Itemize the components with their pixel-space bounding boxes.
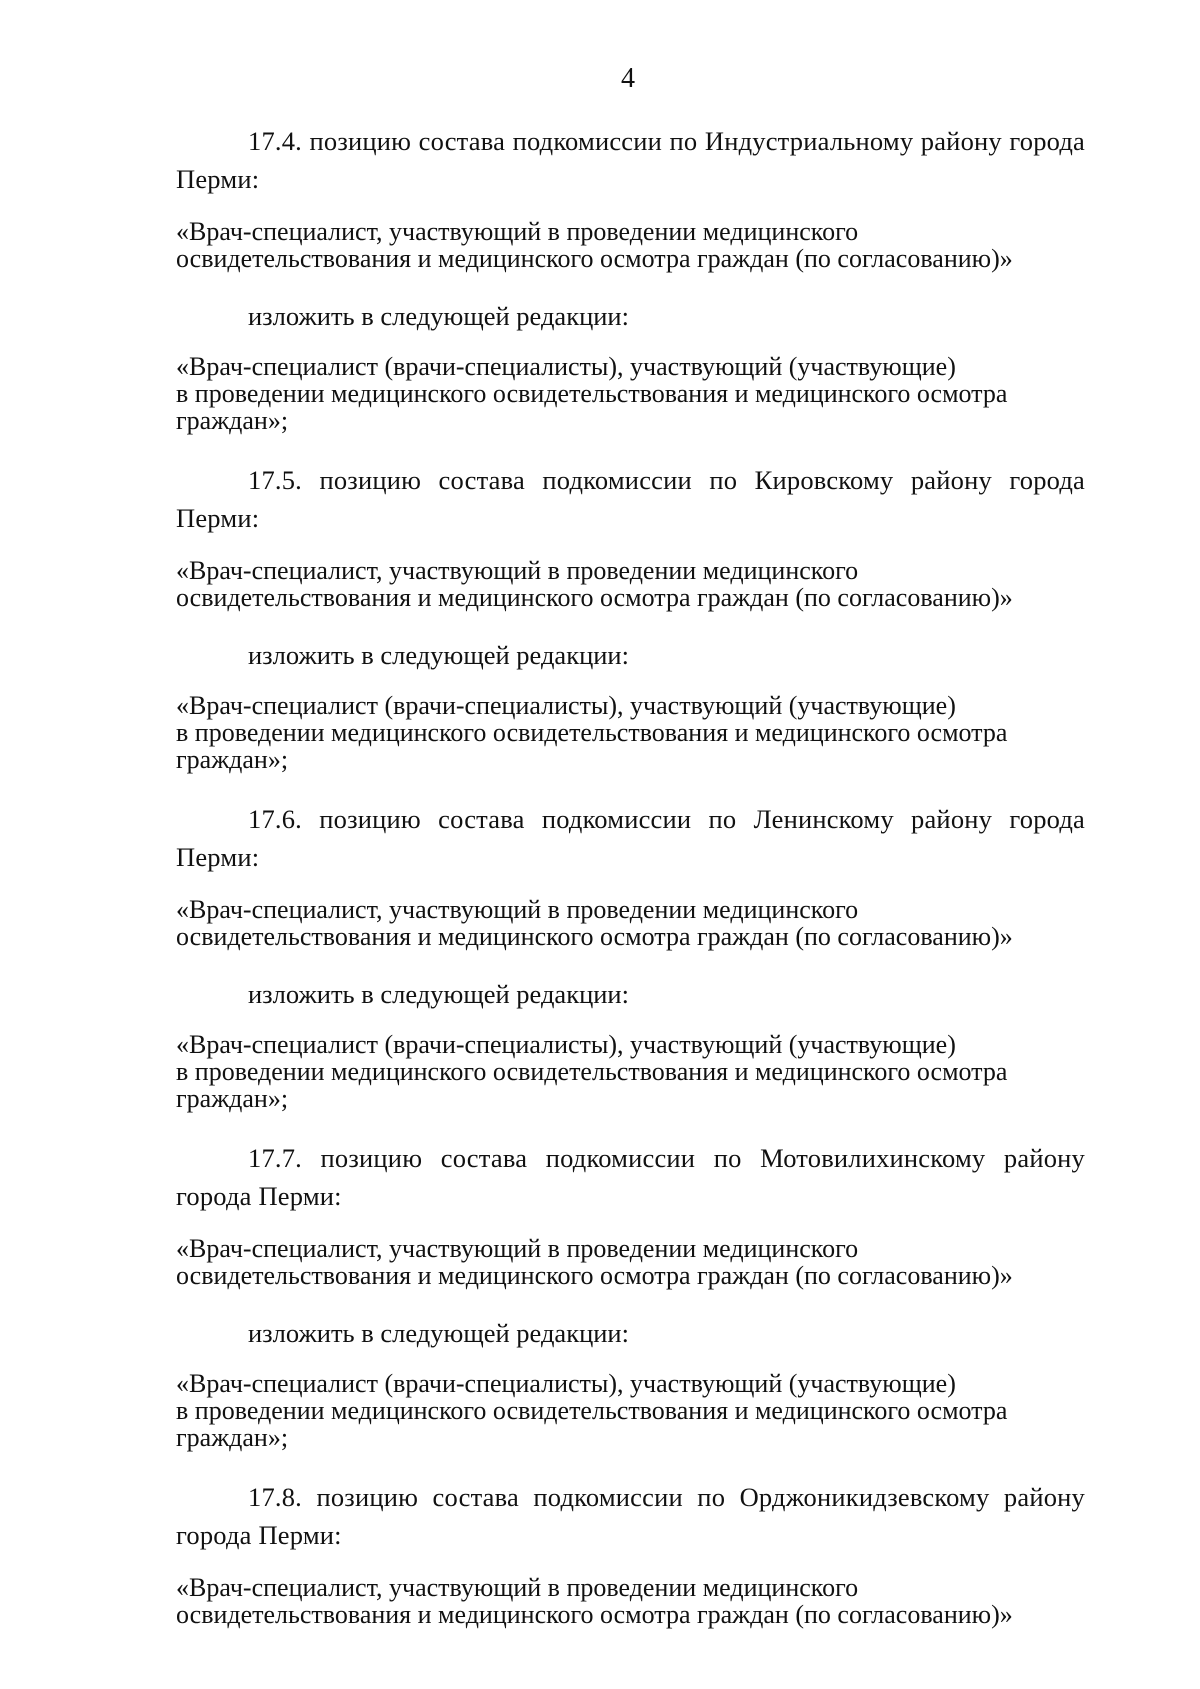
old-wording-line: освидетельствования и медицинского осмотра граждан (по согласованию)» (176, 583, 1013, 612)
new-wording-line: «Врач-специалист (врачи-специалисты), участвующий (участвующие) (176, 352, 956, 381)
instruction-text: изложить в следующей редакции: (248, 301, 629, 331)
old-wording-line: освидетельствования и медицинского осмотра граждан (по согласованию)» (176, 1600, 1013, 1629)
old-wording-quote (176, 1574, 1085, 1628)
new-wording-line: граждан»; (176, 745, 289, 774)
amendment-section-17-7 (176, 1139, 1085, 1451)
section-intro: 17.4. позицию состава подкомиссии по Индустриальному району города Перми: (176, 126, 1085, 194)
new-wording-line: в проведении медицинского освидетельствования и медицинского осмотра (176, 379, 1008, 408)
new-wording-quote (176, 1370, 1085, 1451)
instruction-text: изложить в следующей редакции: (248, 979, 629, 1009)
old-wording-quote (176, 1235, 1085, 1289)
amendment-section-17-8 (176, 1478, 1085, 1628)
old-wording-line: «Врач-специалист, участвующий в проведении медицинского (176, 1234, 859, 1263)
old-wording-quote (176, 557, 1085, 611)
new-wording-line: граждан»; (176, 406, 289, 435)
new-wording-line: «Врач-специалист (врачи-специалисты), участвующий (участвующие) (176, 1030, 956, 1059)
document-body (176, 122, 1085, 1655)
new-wording-line: в проведении медицинского освидетельствования и медицинского осмотра (176, 1396, 1008, 1425)
old-wording-line: «Врач-специалист, участвующий в проведении медицинского (176, 556, 859, 585)
section-intro: 17.5. позицию состава подкомиссии по Кировскому району города Перми: (176, 465, 1085, 533)
new-wording-quote (176, 353, 1085, 434)
old-wording-line: освидетельствования и медицинского осмотра граждан (по согласованию)» (176, 244, 1013, 273)
old-wording-quote (176, 896, 1085, 950)
old-wording-line: освидетельствования и медицинского осмотра граждан (по согласованию)» (176, 922, 1013, 951)
instruction-text: изложить в следующей редакции: (248, 640, 629, 670)
new-wording-line: в проведении медицинского освидетельствования и медицинского осмотра (176, 1057, 1008, 1086)
new-wording-line: «Врач-специалист (врачи-специалисты), участвующий (участвующие) (176, 691, 956, 720)
old-wording-line: освидетельствования и медицинского осмотра граждан (по согласованию)» (176, 1261, 1013, 1290)
new-wording-line: в проведении медицинского освидетельствования и медицинского осмотра (176, 718, 1008, 747)
old-wording-line: «Врач-специалист, участвующий в проведении медицинского (176, 1573, 859, 1602)
amendment-section-17-6 (176, 800, 1085, 1112)
old-wording-line: «Врач-специалист, участвующий в проведении медицинского (176, 895, 859, 924)
new-wording-quote (176, 692, 1085, 773)
new-wording-quote (176, 1031, 1085, 1112)
amendment-section-17-5 (176, 461, 1085, 773)
instruction-text: изложить в следующей редакции: (248, 1318, 629, 1348)
page-number: 4 (621, 63, 635, 94)
old-wording-quote (176, 218, 1085, 272)
section-intro: 17.8. позицию состава подкомиссии по Орджоникидзевскому району города Перми: (176, 1482, 1085, 1550)
new-wording-line: граждан»; (176, 1084, 289, 1113)
new-wording-line: «Врач-специалист (врачи-специалисты), участвующий (участвующие) (176, 1369, 956, 1398)
section-intro: 17.6. позицию состава подкомиссии по Ленинскому району города Перми: (176, 804, 1085, 872)
amendment-section-17-4 (176, 122, 1085, 434)
section-intro: 17.7. позицию состава подкомиссии по Мотовилихинскому району города Перми: (176, 1143, 1085, 1211)
old-wording-line: «Врач-специалист, участвующий в проведении медицинского (176, 217, 859, 246)
new-wording-line: граждан»; (176, 1423, 289, 1452)
